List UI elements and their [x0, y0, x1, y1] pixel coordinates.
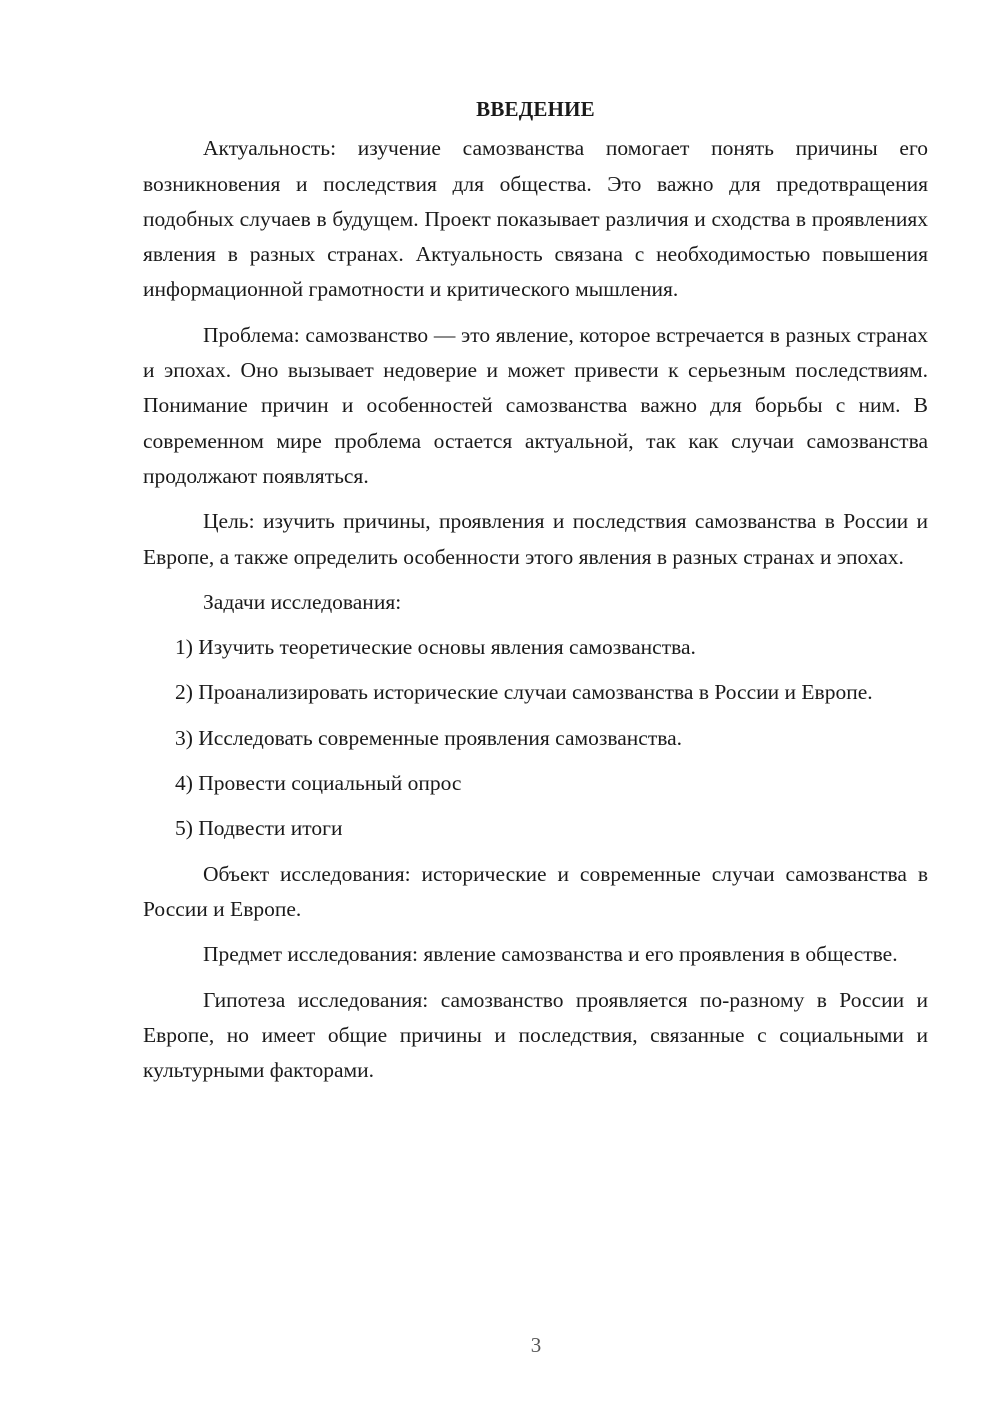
task-item-2: 2) Проанализировать исторические случаи самозванства в России и Европе.	[175, 680, 873, 705]
problem-paragraph: Проблема: самозванство — это явление, которое встречается в разных странах и эпохах. Оно вызывает недоверие и может привести к серьезным последствиям. Понимание причин и особенностей самозванства важно для борьбы с ним. В современном мире проблема остается актуальной, так как случаи самозванства продолжают появляться.	[143, 322, 928, 488]
task-item-1: 1) Изучить теоретические основы явления самозванства.	[175, 635, 696, 660]
page-heading: ВВЕДЕНИЕ	[476, 97, 595, 121]
page-number: 3	[530, 1333, 542, 1357]
task-item-5: 5) Подвести итоги	[175, 816, 343, 841]
object-paragraph: Объект исследования: исторические и современные случаи самозванства в России и Европе.	[143, 861, 928, 921]
tasks-title: Задачи исследования:	[203, 589, 402, 614]
relevance-paragraph: Актуальность: изучение самозванства помогает понять причины его возникновения и последствия для общества. Это важно для предотвращения подобных случаев в будущем. Проект показывает различия и сходства в проявлениях явления в разных странах. Актуальность связана с необходимостью повышения информационной грамотности и критического мышления.	[143, 136, 928, 302]
goal-paragraph: Цель: изучить причины, проявления и последствия самозванства в России и Европе, а также определить особенности этого явления в разных странах и эпохах.	[143, 509, 928, 569]
task-item-3: 3) Исследовать современные проявления самозванства.	[175, 725, 683, 750]
subject-paragraph: Предмет исследования: явление самозванства и его проявления в обществе.	[203, 942, 898, 967]
hypothesis-paragraph: Гипотеза исследования: самозванство проявляется по-разному в России и Европе, но имеет общие причины и последствия, связанные с социальными и культурными факторами.	[143, 987, 928, 1083]
page-content	[143, 92, 928, 1098]
task-item-4: 4) Провести социальный опрос	[175, 771, 462, 796]
